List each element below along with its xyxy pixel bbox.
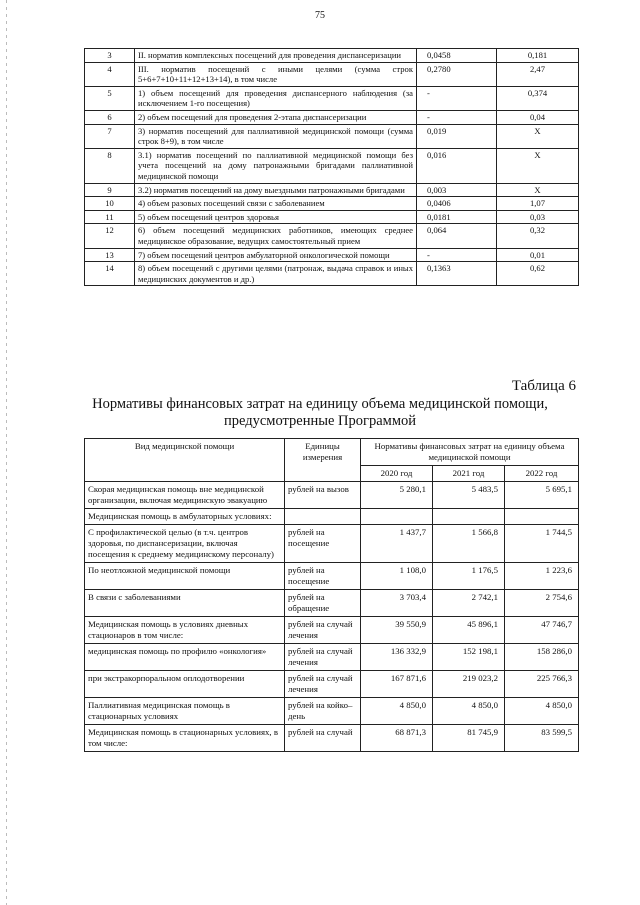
row-value-2020: 136 332,9 [361,644,433,671]
row-care-type: Медицинская помощь в стационарных условиях, в том числе: [85,725,285,752]
table-row [85,482,579,509]
row-care-type: По неотложной медицинской помощи [85,563,285,590]
row-value-2021: 1 566,8 [433,525,505,563]
row-value-1: - [417,110,497,124]
row-value-1: 0,0458 [417,49,497,63]
row-value-2: 0,181 [497,49,579,63]
row-number: 4 [85,62,135,86]
row-value-2: Х [497,148,579,183]
row-description: III. норматив посещений с иными целями (сумма строк 5+6+7+10+11+12+13+14), в том числе [135,62,417,86]
table-row [85,49,579,63]
row-value-2020: 1 437,7 [361,525,433,563]
row-value-2020: 4 850,0 [361,698,433,725]
row-value-2: 0,04 [497,110,579,124]
row-description: 6) объем посещений медицинских работников, имеющих среднее медицинское образование, ведущих самостоятельный прием [135,224,417,248]
row-value-2021: 219 023,2 [433,671,505,698]
row-care-type: Медицинская помощь в условиях дневных стационаров в том числе: [85,617,285,644]
row-description: 3.2) норматив посещений на дому выездными патронажными бригадами [135,183,417,197]
row-value-2: Х [497,183,579,197]
row-value-2022: 225 766,3 [505,671,579,698]
row-value-2: 0,374 [497,86,579,110]
table-row [85,197,579,211]
row-value-2: 0,62 [497,262,579,286]
row-care-type: Паллиативная медицинская помощь в стационарных условиях [85,698,285,725]
row-number: 10 [85,197,135,211]
row-value-1: 0,003 [417,183,497,197]
row-unit: рублей на обращение [285,590,361,617]
row-care-type: при экстракорпоральном оплодотворении [85,671,285,698]
row-value-1: - [417,248,497,262]
row-value-2020: 39 550,9 [361,617,433,644]
row-description: 2) объем посещений для проведения 2-этапа диспансеризации [135,110,417,124]
row-value-2021 [433,509,505,525]
row-value-2020: 167 871,6 [361,671,433,698]
row-unit: рублей на посещение [285,525,361,563]
row-number: 6 [85,110,135,124]
header-care-type: Вид медицинской помощи [85,439,285,482]
row-number: 14 [85,262,135,286]
row-value-2: 0,03 [497,210,579,224]
row-value-1: 0,064 [417,224,497,248]
row-unit: рублей на случай [285,725,361,752]
row-value-2020 [361,509,433,525]
table-row [85,224,579,248]
header-year-2020: 2020 год [361,466,433,482]
row-value-2021: 5 483,5 [433,482,505,509]
row-description: 1) объем посещений для проведения диспансерного наблюдения (за исключением 1-го посещения) [135,86,417,110]
row-value-2020: 5 280,1 [361,482,433,509]
row-unit: рублей на посещение [285,563,361,590]
row-value-1: 0,0406 [417,197,497,211]
table-row [85,210,579,224]
row-care-type: медицинская помощь по профилю «онкология» [85,644,285,671]
table-row [85,124,579,148]
row-value-1: 0,019 [417,124,497,148]
row-value-2021: 1 176,5 [433,563,505,590]
table-row [85,86,579,110]
scan-edge [6,0,7,905]
row-description: 3) норматив посещений для паллиативной медицинской помощи (сумма строк 8+9), в том числе [135,124,417,148]
row-number: 7 [85,124,135,148]
row-value-2022: 1 744,5 [505,525,579,563]
row-value-2020: 1 108,0 [361,563,433,590]
row-care-type: Медицинская помощь в амбулаторных условиях: [85,509,285,525]
row-number: 13 [85,248,135,262]
table-row [85,590,579,617]
volume-norms-table-body [85,49,579,286]
table-row [85,525,579,563]
table-row [85,183,579,197]
row-unit: рублей на койко–день [285,698,361,725]
row-description: 5) объем посещений центров здоровья [135,210,417,224]
row-value-2: 1,07 [497,197,579,211]
row-unit: рублей на случай лечения [285,617,361,644]
financial-costs-table-body [85,482,579,752]
row-value-2022: 47 746,7 [505,617,579,644]
table-row [85,617,579,644]
row-value-2021: 2 742,1 [433,590,505,617]
page-number: 75 [315,10,325,21]
row-value-1: - [417,86,497,110]
row-number: 9 [85,183,135,197]
row-value-2: Х [497,124,579,148]
row-description: 3.1) норматив посещений по паллиативной медицинской помощи без учета посещений на дому патронажными бригадами паллиативной медицинской помощи [135,148,417,183]
row-unit: рублей на случай лечения [285,644,361,671]
row-value-2022: 2 754,6 [505,590,579,617]
volume-norms-table [84,48,579,286]
row-value-1: 0,1363 [417,262,497,286]
row-unit: рублей на случай лечения [285,671,361,698]
row-unit [285,509,361,525]
table-label: Таблица 6 [511,378,576,394]
row-value-2022: 158 286,0 [505,644,579,671]
financial-costs-table [84,438,579,752]
header-year-2022: 2022 год [505,466,579,482]
table-row [85,725,579,752]
row-number: 12 [85,224,135,248]
row-value-2022 [505,509,579,525]
header-year-2021: 2021 год [433,466,505,482]
row-value-2021: 81 745,9 [433,725,505,752]
row-value-2020: 68 871,3 [361,725,433,752]
row-description: 8) объем посещений с другими целями (патронаж, выдача справок и иных медицинских документов и др.) [135,262,417,286]
row-value-1: 0,016 [417,148,497,183]
row-care-type: С профилактической целью (в т.ч. центров здоровья, по диспансеризации, включая посещения к среднему медицинскому персоналу) [85,525,285,563]
table-row [85,148,579,183]
table-row [85,671,579,698]
row-number: 11 [85,210,135,224]
row-value-2022: 5 695,1 [505,482,579,509]
row-description: II. норматив комплексных посещений для проведения диспансеризации [135,49,417,63]
row-unit: рублей на вызов [285,482,361,509]
row-value-2021: 152 198,1 [433,644,505,671]
table-title-line-1: Нормативы финансовых затрат на единицу объема медицинской помощи, [92,396,548,412]
row-care-type: Скорая медицинская помощь вне медицинской организации, включая медицинскую эвакуацию [85,482,285,509]
header-row [85,439,579,466]
row-description: 4) объем разовых посещений связи с заболеванием [135,197,417,211]
row-value-2: 0,32 [497,224,579,248]
row-value-2: 2,47 [497,62,579,86]
row-care-type: В связи с заболеваниями [85,590,285,617]
row-value-1: 0,2780 [417,62,497,86]
row-value-2022: 1 223,6 [505,563,579,590]
table-row [85,644,579,671]
table-row [85,698,579,725]
header-norms: Нормативы финансовых затрат на единицу объема медицинской помощи [361,439,579,466]
table-row [85,563,579,590]
row-number: 8 [85,148,135,183]
table-row [85,262,579,286]
table-row [85,110,579,124]
row-value-2: 0,01 [497,248,579,262]
row-number: 3 [85,49,135,63]
header-unit: Единицы измерения [285,439,361,482]
row-value-2021: 4 850,0 [433,698,505,725]
row-number: 5 [85,86,135,110]
table-row [85,62,579,86]
row-value-2022: 83 599,5 [505,725,579,752]
table-row [85,509,579,525]
table-title-line-2: предусмотренные Программой [223,413,417,429]
row-value-1: 0,0181 [417,210,497,224]
row-value-2021: 45 896,1 [433,617,505,644]
table-row [85,248,579,262]
table-title [0,396,640,430]
row-value-2020: 3 703,4 [361,590,433,617]
row-value-2022: 4 850,0 [505,698,579,725]
row-description: 7) объем посещений центров амбулаторной онкологической помощи [135,248,417,262]
